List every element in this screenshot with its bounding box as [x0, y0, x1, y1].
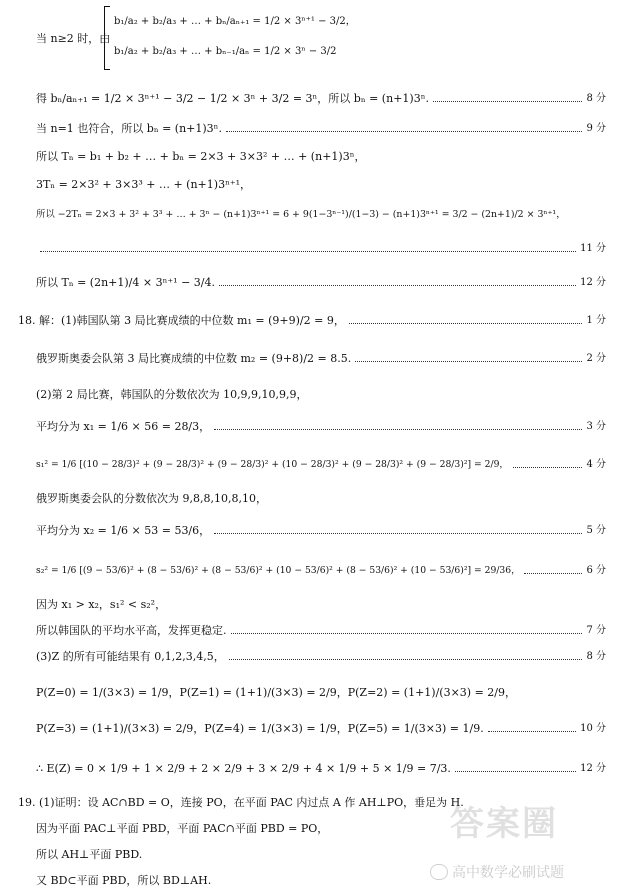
line-2-text: 当 n=1 也符合，所以 bₙ = (n+1)3ⁿ.: [36, 122, 222, 135]
line-3: [36, 150, 606, 164]
score: 4 分: [586, 459, 606, 470]
leader-dots: [355, 360, 582, 362]
system-eq2: b₁/a₂ + b₂/a₃ + … + bₙ₋₁/aₙ = 1/2 × 3ⁿ − 3/2: [114, 46, 337, 57]
leader-dots: [219, 284, 576, 286]
score: 7 分: [586, 625, 606, 636]
line-12: [36, 492, 606, 506]
line-11-text: s₁² = 1/6 [(10 − 28/3)² + (9 − 28/3)² + (9 − 28/3)² + (10 − 28/3)² + (9 − 28/3)² + (9 − 28/3)²] = 2/9，: [36, 459, 509, 470]
watermark: [430, 796, 615, 891]
leader-dots: [214, 428, 582, 430]
leader-dots: [455, 770, 576, 772]
score: 5 分: [586, 525, 606, 536]
line-17-text: (3)Z 的所有可能结果有 0,1,2,3,4,5，: [36, 650, 225, 663]
leader-dots: [513, 466, 583, 468]
leader-dots: [229, 658, 583, 660]
system-intro: 当 n≥2 时，由: [36, 32, 111, 45]
watermark-caption: 高中数学必刷试题: [452, 865, 564, 881]
line-10: [36, 420, 606, 434]
line-7: [18, 314, 606, 328]
line-15: [36, 598, 606, 612]
line-17: [36, 650, 606, 664]
line-15-text: 因为 x₁ > x₂，s₁² < s₂²，: [36, 598, 167, 611]
line-20-text: ∴ E(Z) = 0 × 1/9 + 1 × 2/9 + 2 × 2/9 + 3 × 2/9 + 4 × 1/9 + 5 × 1/9 = 7/3.: [36, 762, 451, 775]
system-brace: [104, 6, 110, 70]
line-7-text: 18. 解：(1)韩国队第 3 局比赛成绩的中位数 m₁ = (9+9)/2 = 9，: [18, 314, 345, 327]
line-18-text: P(Z=0) = 1/(3×3) = 1/9，P(Z=1) = (1+1)/(3×3) = 2/9，P(Z=2) = (1+1)/(3×3) = 2/9，: [36, 686, 516, 699]
leader-dots: [349, 322, 583, 324]
leader-dots: [433, 100, 583, 102]
line-9: [36, 388, 606, 402]
line-20: [36, 762, 606, 776]
line-3-text: 所以 Tₙ = b₁ + b₂ + … + bₙ = 2×3 + 3×3² + … + (n+1)3ⁿ，: [36, 150, 366, 163]
line-8: [36, 352, 606, 366]
score: 2 分: [586, 353, 606, 364]
score: 6 分: [586, 565, 606, 576]
line-21-text: 19. (1)证明：设 AC∩BD = O，连接 PO，在平面 PAC 内过点 A 作 AH⊥PO，垂足为 H.: [18, 796, 464, 809]
score: 12 分: [580, 763, 606, 774]
leader-dots: [226, 130, 583, 132]
line-14-text: s₂² = 1/6 [(9 − 53/6)² + (8 − 53/6)² + (8 − 53/6)² + (10 − 53/6)² + (8 − 53/6)² + (10 − 53/6)²] = 29/36，: [36, 565, 521, 576]
line-19-text: P(Z=3) = (1+1)/(3×3) = 2/9，P(Z=4) = 1/(3×3) = 1/9，P(Z=5) = 1/(3×3) = 1/9.: [36, 722, 484, 735]
line-18: [36, 686, 606, 700]
leader-dots: [524, 572, 582, 574]
line-6: [36, 276, 606, 290]
wechat-icon: [430, 864, 448, 880]
leader-dots: [231, 632, 583, 634]
line-9-text: (2)第 2 局比赛，韩国队的分数依次为 10,9,9,10,9,9，: [36, 388, 308, 401]
line-1: [36, 92, 606, 106]
line-22-text: 因为平面 PAC⊥平面 PBD，平面 PAC∩平面 PBD = PO，: [36, 822, 329, 835]
line-5-text: 所以 −2Tₙ = 2×3 + 3² + 3³ + … + 3ⁿ − (n+1)3ⁿ⁺¹ = 6 + 9(1−3ⁿ⁻¹)/(1−3) − (n+1)3ⁿ⁺¹ = 3/2 − (2n+1)/2 × 3ⁿ⁺¹，: [36, 209, 566, 220]
leader-dots: [214, 532, 582, 534]
line-2: [36, 122, 606, 136]
line-6-text: 所以 Tₙ = (2n+1)/4 × 3ⁿ⁺¹ − 3/4.: [36, 276, 215, 289]
score: 11 分: [580, 243, 606, 254]
leader-dots: [40, 250, 576, 252]
line-11: [36, 458, 606, 472]
score: 8 分: [586, 93, 606, 104]
line-12-text: 俄罗斯奥委会队的分数依次为 9,8,8,10,8,10，: [36, 492, 267, 505]
line-16: [36, 624, 606, 638]
line-4-text: 3Tₙ = 2×3² + 3×3³ + … + (n+1)3ⁿ⁺¹，: [36, 178, 252, 191]
score: 12 分: [580, 277, 606, 288]
leader-dots: [488, 730, 576, 732]
score: 1 分: [586, 315, 606, 326]
line-14: [36, 564, 606, 578]
score: 3 分: [586, 421, 606, 432]
line-1-text: 得 bₙ/aₙ₊₁ = 1/2 × 3ⁿ⁺¹ − 3/2 − 1/2 × 3ⁿ + 3/2 = 3ⁿ，所以 bₙ = (n+1)3ⁿ.: [36, 92, 429, 105]
line-8-text: 俄罗斯奥委会队第 3 局比赛成绩的中位数 m₂ = (9+8)/2 = 8.5.: [36, 352, 352, 365]
line-4: [36, 178, 606, 192]
score: 9 分: [586, 123, 606, 134]
line-23-text: 所以 AH⊥平面 PBD.: [36, 848, 143, 861]
line-10-text: 平均分为 x₁ = 1/6 × 56 = 28/3，: [36, 420, 211, 433]
line-5-score-row: [36, 242, 606, 256]
line-24-text: 又 BD⊂平面 PBD，所以 BD⊥AH.: [36, 874, 212, 887]
line-13: [36, 524, 606, 538]
line-13-text: 平均分为 x₂ = 1/6 × 53 = 53/6，: [36, 524, 211, 537]
score: 10 分: [580, 723, 606, 734]
line-5: [36, 208, 606, 222]
system-eq1: b₁/a₂ + b₂/a₃ + … + bₙ/aₙ₊₁ = 1/2 × 3ⁿ⁺¹ − 3/2，: [114, 16, 356, 27]
score: 8 分: [586, 651, 606, 662]
watermark-logo-text: 答案圈: [450, 804, 558, 844]
line-16-text: 所以韩国队的平均水平高，发挥更稳定.: [36, 624, 227, 637]
line-19: [36, 722, 606, 736]
